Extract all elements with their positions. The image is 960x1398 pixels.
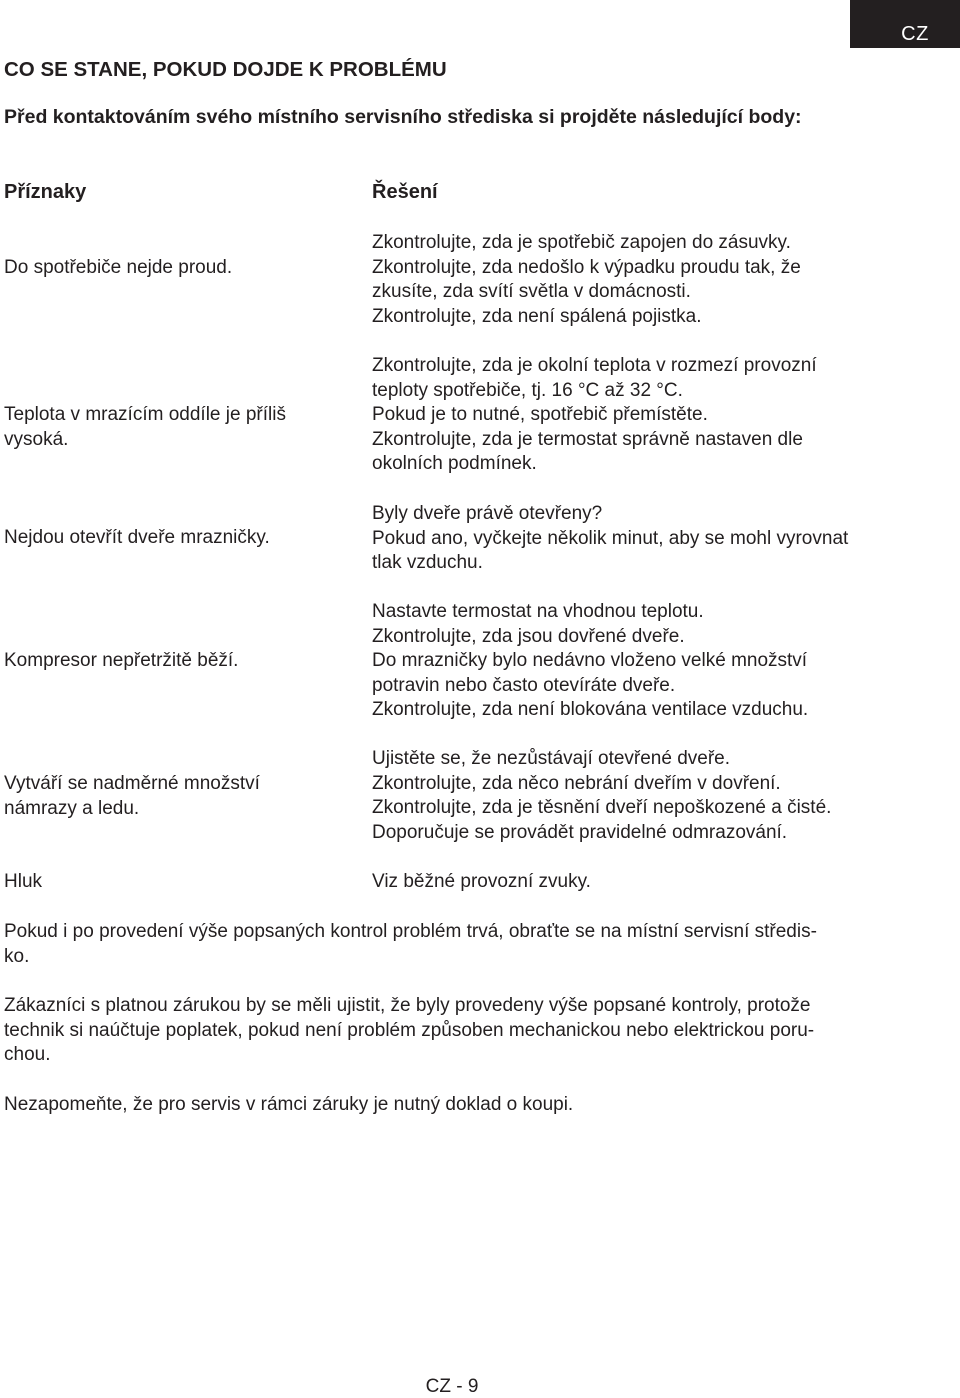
solution-line: potravin nebo často otevíráte dveře. [372, 674, 676, 696]
paragraph-line: ko. [4, 945, 30, 967]
page-number: CZ - 9 [425, 1376, 479, 1397]
paragraph-line: chou. [4, 1044, 51, 1066]
solution-line: teploty spotřebiče, tj. 16 °C až 32 °C. [372, 379, 683, 401]
symptom-cell [4, 772, 344, 821]
solution-line: Doporučuje se provádět pravidelné odmrazování. [372, 821, 788, 843]
page-title: CO SE STANE, POKUD DOJDE K PROBLÉMU [4, 58, 447, 81]
solution-line: Zkontrolujte, zda jsou dovřené dveře. [372, 625, 685, 647]
symptom-cell [4, 649, 344, 674]
paragraph-line: technik si naúčtuje poplatek, pokud není problém způsoben mechanickou nebo elektrickou poru- [4, 1019, 815, 1041]
symptom-line: námrazy a ledu. [4, 797, 140, 819]
solution-line: Zkontrolujte, zda je těsnění dveří nepoškozené a čisté. [372, 797, 832, 819]
symptom-cell [4, 870, 344, 895]
solution-line: Pokud ano, vyčkejte několik minut, aby se mohl vyrovnat [372, 527, 849, 549]
solution-cell [372, 600, 932, 723]
solution-line: zkusíte, zda svítí světla v domácnosti. [372, 281, 691, 303]
solution-line: Zkontrolujte, zda není blokována ventilace vzduchu. [372, 699, 809, 721]
paragraph [4, 920, 904, 969]
solutions-column-header: Řešení [372, 181, 438, 203]
paragraph-line: Pokud i po provedení výše popsaných kontrol problém trvá, obraťte se na místní servisní středis- [4, 921, 817, 942]
solution-cell [372, 231, 932, 329]
solution-cell [372, 870, 932, 895]
solution-line: tlak vzduchu. [372, 552, 483, 574]
solution-line: Pokud je to nutné, spotřebič přemístěte. [372, 404, 708, 426]
symptom-line: Nejdou otevřít dveře mrazničky. [4, 527, 270, 548]
paragraph [4, 1093, 904, 1118]
paragraph [4, 994, 904, 1068]
symptom-line: vysoká. [4, 428, 69, 450]
solution-cell [372, 747, 932, 845]
solution-line: Nastavte termostat na vhodnou teplotu. [372, 601, 704, 622]
solution-line: Do mrazničky bylo nedávno vloženo velké množství [372, 650, 808, 672]
paragraph-line: Nezapomeňte, že pro servis v rámci záruky je nutný doklad o koupi. [4, 1094, 574, 1115]
symptom-line: Do spotřebiče nejde proud. [4, 257, 233, 278]
solution-line: Zkontrolujte, zda není spálená pojistka. [372, 305, 702, 327]
symptoms-column-header: Příznaky [4, 181, 87, 203]
symptom-line: Hluk [4, 871, 43, 892]
symptom-cell [4, 256, 344, 281]
paragraph-line: Zákazníci s platnou zárukou by se měli ujistit, že byly provedeny výše popsané kontroly, protože [4, 995, 811, 1016]
solution-line: Zkontrolujte, zda je termostat správně nastaven dle [372, 428, 803, 450]
solution-line: okolních podmínek. [372, 453, 537, 475]
language-tab [850, 0, 960, 48]
solution-line: Byly dveře právě otevřeny? [372, 503, 603, 524]
solution-line: Zkontrolujte, zda je spotřebič zapojen do zásuvky. [372, 232, 791, 253]
solution-line: Zkontrolujte, zda je okolní teplota v rozmezí provozní [372, 355, 817, 376]
symptom-line: Vytváří se nadměrné množství [4, 773, 260, 794]
symptom-line: Teplota v mrazícím oddíle je příliš [4, 404, 286, 425]
solution-line: Ujistěte se, že nezůstávají otevřené dveře. [372, 748, 731, 769]
solution-line: Zkontrolujte, zda něco nebrání dveřím v dovření. [372, 772, 781, 794]
solution-cell [372, 502, 932, 576]
symptom-line: Kompresor nepřetržitě běží. [4, 650, 239, 671]
solution-line: Viz běžné provozní zvuky. [372, 871, 591, 892]
symptom-cell [4, 403, 344, 452]
solution-line: Zkontrolujte, zda nedošlo k výpadku proudu tak, že [372, 256, 801, 278]
solution-cell [372, 354, 932, 477]
language-tab-label: CZ [901, 22, 929, 45]
symptom-cell [4, 526, 344, 551]
intro-text: Před kontaktováním svého místního servisního střediska si projděte následující body: [4, 106, 802, 128]
